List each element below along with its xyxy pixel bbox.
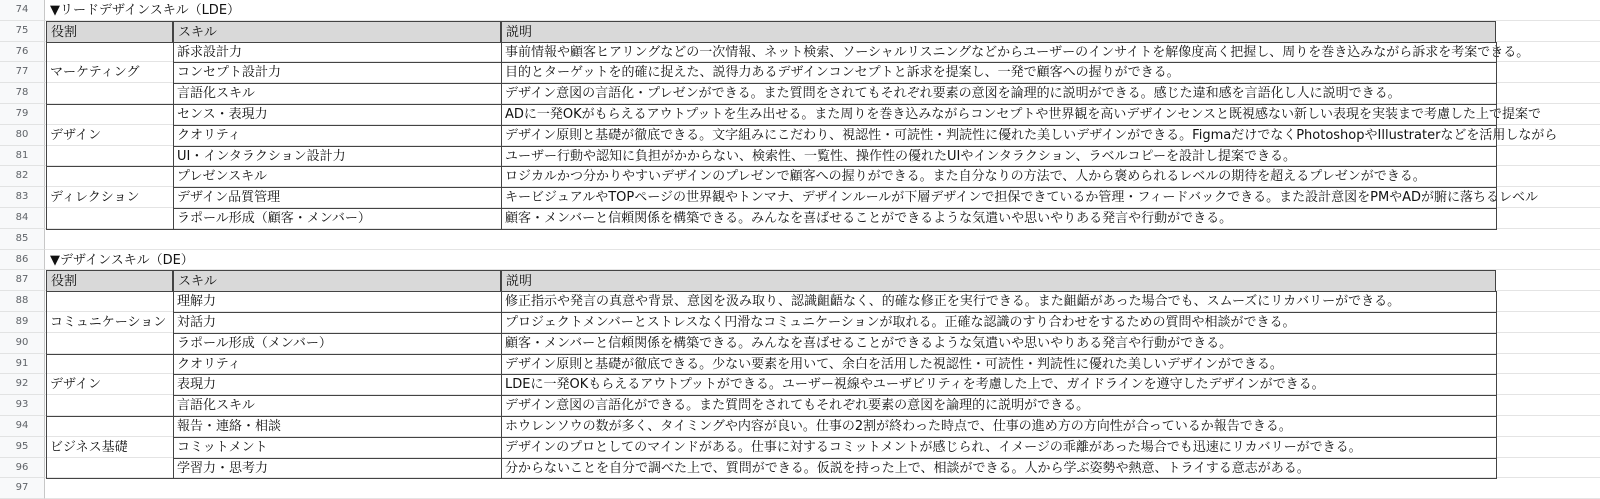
description-cell[interactable]: デザイン原則と基礎が徹底できる。少ない要素を用いて、余白を活用した視認性・可読性・判読性に優れた美しいデザインができる。 (505, 356, 1283, 372)
description-cell[interactable]: プロジェクトメンバーとストレスなく円滑なコミュニケーションが取れる。正確な認識のすり合わせをするための質問や相談ができる。 (505, 315, 1296, 330)
row-border (173, 62, 1496, 63)
row-header[interactable]: 86 (0, 250, 45, 271)
skill-cell[interactable]: 表現力 (177, 377, 217, 393)
column-border (173, 42, 174, 229)
row-header[interactable]: 97 (0, 478, 45, 499)
role-cell[interactable]: マーケティング (50, 65, 140, 81)
row-header[interactable]: 89 (0, 312, 45, 333)
skill-cell[interactable]: UI・インタラクション設計力 (177, 148, 346, 164)
column-border (501, 291, 502, 478)
description-cell[interactable]: 修正指示や発言の真意や背景、意図を汲み取り、認識齟齬なく、的確な修正を実行できる。また齟齬があった場合でも、スムーズにリカバリーができる。 (505, 294, 1401, 310)
description-cell[interactable]: デザインのプロとしてのマインドがある。仕事に対するコミットメントが感じられ、イメージの乖離があった場合でも迅速にリカバリーができる。 (505, 439, 1362, 455)
row-header[interactable]: 94 (0, 416, 45, 437)
row-header[interactable]: 76 (0, 42, 45, 63)
row-border (173, 312, 1496, 313)
skill-cell[interactable]: デザイン品質管理 (177, 190, 281, 206)
row-border (173, 208, 1496, 209)
description-cell[interactable]: 顧客・メンバーと信頼関係を構築できる。みんなを喜ばせることができるような気遣いや思いやりある発言や行動ができる。 (505, 335, 1233, 351)
role-cell[interactable]: コミュニケーション (50, 315, 167, 330)
row-border (173, 146, 1496, 147)
column-border (173, 291, 174, 478)
row-header[interactable]: 84 (0, 208, 45, 229)
role-cell[interactable]: ディレクション (50, 190, 140, 206)
skill-cell[interactable]: クオリティ (177, 127, 241, 143)
skill-cell[interactable]: 対話力 (177, 315, 217, 330)
group-border (46, 166, 1496, 167)
description-cell[interactable]: ホウレンソウの数が多く、タイミングや内容が良い。仕事の2割が終わった時点で、仕事の進め方の方向性が合っているか報告できる。 (505, 419, 1292, 434)
skill-cell[interactable]: センス・表現力 (177, 107, 268, 122)
description-cell[interactable]: デザイン意図の言語化・プレゼンができる。また質問をされてもそれぞれ要素の意図を論理的に説明ができる。感じた違和感を言語化し人に説明できる。 (505, 86, 1401, 102)
skill-cell[interactable]: 言語化スキル (177, 86, 255, 102)
row-header[interactable]: 81 (0, 146, 45, 167)
row-border (173, 187, 1496, 188)
skill-cell[interactable]: コミットメント (177, 439, 268, 455)
header-role[interactable]: 役割 (46, 270, 173, 292)
group-border (46, 354, 1496, 355)
description-cell[interactable]: 目的とターゲットを的確に捉えた、説得力あるデザインコンセプトと訴求を提案し、一発で顧客への握りができる。 (505, 65, 1180, 81)
group-border (46, 416, 1496, 417)
row-header[interactable]: 75 (0, 21, 45, 42)
row-border (173, 374, 1496, 375)
skill-cell[interactable]: 学習力・思考力 (177, 460, 269, 476)
description-cell[interactable]: 分からないことを自分で調べた上で、質問ができる。仮説を持った上で、相談ができる。人から学ぶ姿勢や熱意、トライする意志がある。 (505, 460, 1310, 476)
description-cell[interactable]: キービジュアルやTOPページの世界観やトンマナ、デザインルールが下層デザインで担保できているか管理・フィードバックできる。また設計意図をPMやADが腑に落ちるレベル (505, 190, 1539, 206)
row-header[interactable]: 74 (0, 0, 45, 21)
row-header[interactable]: 80 (0, 125, 45, 146)
section-title[interactable]: ▼デザインスキル（DE） (50, 252, 194, 268)
description-cell[interactable]: LDEに一発OKもらえるアウトプットができる。ユーザー視線やユーザビリティを考慮した上で、ガイドラインを遵守したデザインができる。 (505, 377, 1325, 393)
row-header[interactable]: 91 (0, 354, 45, 375)
row-border (173, 125, 1496, 126)
row-border (173, 395, 1496, 396)
header-skill[interactable]: スキル (173, 21, 501, 43)
skill-cell[interactable]: コンセプト設計力 (177, 65, 282, 81)
row-border (173, 458, 1496, 459)
skill-cell[interactable]: 訴求設計力 (177, 44, 243, 60)
row-header[interactable]: 79 (0, 104, 45, 125)
skill-cell[interactable]: プレゼンスキル (177, 169, 267, 185)
row-header[interactable]: 82 (0, 166, 45, 187)
row-header[interactable]: 93 (0, 395, 45, 416)
row-header[interactable]: 77 (0, 62, 45, 83)
role-cell[interactable]: ビジネス基礎 (50, 439, 128, 455)
description-cell[interactable]: デザイン原則と基礎が徹底できる。文字組みにこだわり、視認性・可読性・判読性に優れた美しいデザインができる。FigmaだけでなくPhotoshopやIllustraterなどを活用しながら (505, 127, 1558, 143)
row-border (173, 83, 1496, 84)
group-border (46, 104, 1496, 105)
description-cell[interactable]: ユーザー行動や認知に負担がかからない、検索性、一覧性、操作性の優れたUIやインタラクション、ラベルコピーを設計し提案できる。 (505, 148, 1297, 164)
description-cell[interactable]: 顧客・メンバーと信頼関係を構築できる。みんなを喜ばせることができるような気遣いや思いやりある発言や行動ができる。 (505, 211, 1233, 226)
grid-line (45, 249, 1600, 250)
skill-cell[interactable]: 理解力 (177, 294, 217, 310)
row-border (173, 437, 1496, 438)
row-header[interactable]: 83 (0, 187, 45, 208)
row-header[interactable]: 95 (0, 437, 45, 458)
description-cell[interactable]: ADに一発OKがもらえるアウトプットを生み出せる。また周りを巻き込みながらコンセプトや世界観を高いデザインセンスと既視感ない新しい表現を実装まで考慮した上で提案で (505, 107, 1542, 122)
header-skill[interactable]: スキル (173, 270, 501, 292)
row-header[interactable]: 87 (0, 270, 45, 291)
row-header[interactable]: 85 (0, 229, 45, 250)
role-cell[interactable]: デザイン (50, 127, 102, 143)
row-border (173, 333, 1496, 334)
skill-cell[interactable]: クオリティ (177, 356, 241, 372)
row-header[interactable]: 78 (0, 83, 45, 104)
row-header[interactable]: 88 (0, 291, 45, 312)
header-role[interactable]: 役割 (46, 21, 173, 43)
skill-cell[interactable]: ラポール形成（顧客・メンバー） (177, 211, 371, 226)
header-desc[interactable]: 説明 (501, 270, 1496, 292)
section-title[interactable]: ▼リードデザインスキル（LDE） (50, 3, 241, 18)
description-cell[interactable]: ロジカルかつ分かりやすいデザインのプレゼンで顧客への握りができる。また自分なりの方法で、人から褒められるレベルの期待を超えるプレゼンができる。 (505, 169, 1426, 185)
row-header[interactable]: 90 (0, 333, 45, 354)
skill-cell[interactable]: 言語化スキル (177, 398, 255, 414)
skill-cell[interactable]: 報告・連絡・相談 (177, 419, 282, 434)
column-border (501, 42, 502, 229)
row-header[interactable]: 96 (0, 458, 45, 479)
header-desc[interactable]: 説明 (501, 21, 1496, 43)
description-cell[interactable]: 事前情報や顧客ヒアリングなどの一次情報、ネット検索、ソーシャルリスニングなどからユーザーのインサイトを解像度高く把握し、周りを巻き込みながら訴求を考案できる。 (505, 44, 1530, 60)
skill-cell[interactable]: ラポール形成（メンバー） (177, 335, 332, 351)
row-header[interactable]: 92 (0, 374, 45, 395)
description-cell[interactable]: デザイン意図の言語化ができる。また質問をされてもそれぞれ要素の意図を論理的に説明ができる。 (505, 398, 1090, 414)
role-cell[interactable]: デザイン (50, 377, 102, 393)
